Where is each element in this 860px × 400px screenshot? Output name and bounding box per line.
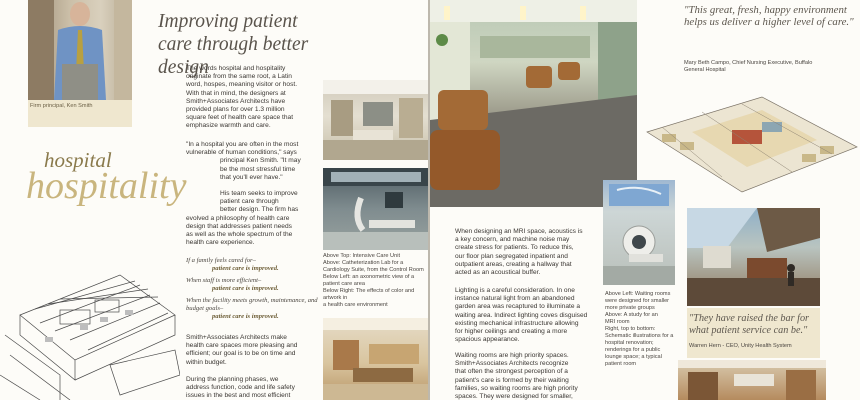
portrait-figure	[28, 0, 132, 100]
intro-paragraph: The words hospital and hospitality originate from the same root, a Latin word, hospes, meaning visitor or host. With that in mind, the designers at Smith+Associates Architects have provided plans for over 1.3 million square feet of health care space that emphasize warmth and care.	[186, 65, 298, 130]
team-paragraph: His team seeks to improve patient care through better design. The firm has evolved a philosophy of health care design that addresses patient needs as well as the whole spectrum of the health care experience.	[186, 190, 299, 247]
headline: Improving patient care through better design	[158, 11, 309, 78]
lighting-paragraph: Lighting is a careful consideration. In one instance natural light from an abandoned garden area was recaptured to illuminate a waiting area. Indirect lighting coves disguised existing mechanical infrastructure allowing for higher ceilings and creating a more spacious appearance.	[455, 287, 588, 344]
title-hospitality: hospitality	[26, 165, 187, 207]
lounge-rendering	[687, 208, 820, 306]
mri-paragraph: When designing an MRI space, acoustics is a key concern, and machine noise may create stress for patients. To reduce this, our floor plan segregated inpatient and outpatient areas, creating a hallway that acted as an acoustical buffer.	[455, 228, 583, 277]
floor-plan-sketch	[0, 255, 180, 400]
title-hospital: hospital	[44, 148, 112, 172]
quote-paragraph: "In a hospital you are often in the most vulnerable of human conditions," says principal Ken Smith. "It may be the most stressful time that you'll ever have."	[186, 141, 301, 181]
efficiency-paragraph: Smith+Associates Architects make health care spaces more pleasing and efficient; our goal is to be on time and within budget.	[186, 334, 298, 366]
principles-list: If a family feels cared for– patient care is improved. When staff is more efficient– patient care is improved. When the facility meets growth, maintenance, and budget goals– patient care is improved.	[186, 257, 318, 321]
floor-plan-drawing	[0, 255, 180, 400]
nurse-station-photo	[323, 318, 428, 400]
public-lounge-rendering	[687, 208, 820, 306]
waiting-paragraph: Waiting rooms are high priority spaces. Smith+Associates Architects recognize that often the strongest perception of a patient's care is formed by their waiting families, so waiting rooms are high priority spaces. They were designed for smaller,	[455, 352, 578, 400]
lounge-photo	[430, 0, 637, 207]
patient-room-photo	[678, 360, 826, 400]
mri-study-photo	[603, 180, 675, 285]
attribution-2: Warren Hern - CEO, Unity Health System	[689, 343, 792, 349]
pull-quote-1: "This great, fresh, happy environment helps us deliver a higher level of care."	[684, 4, 854, 29]
attribution-1: Mary Beth Campo, Chief Nursing Executive, Buffalo General Hospital	[684, 60, 813, 73]
lounge-scene	[430, 0, 637, 207]
planning-paragraph: During the planning phases, we address function, code and life safety issues in the best and most efficient	[186, 376, 295, 400]
side-caption: Above Left: Waiting rooms were designed for smaller more private groups Above: A study for an MRI room Right, top to bottom: Schematic illustrations for a hospital renovation; renderings for a public lounge space; a typical patient room	[605, 291, 674, 367]
mri-room	[603, 180, 675, 285]
left-page	[0, 0, 428, 400]
cath-lab-photo	[323, 168, 428, 250]
patient-room	[678, 360, 826, 400]
nurse-station	[323, 318, 428, 400]
photo-caption-left: Above Top: Intensive Care Unit Above: Catheterization Lab for a Cardiology Suite, from the Control Room Below Left: an axonometric view of a patient care area Below Right: The effects of color and artwork in a health care environment	[323, 253, 424, 308]
icu-room	[323, 80, 428, 160]
pull-quote-2: "They have raised the bar for what patient service can be."	[689, 313, 810, 336]
cath-lab-room	[323, 168, 428, 250]
right-page	[430, 0, 860, 400]
icu-photo	[323, 80, 428, 160]
portrait-photo	[28, 0, 132, 100]
portrait-caption: Firm principal, Ken Smith	[30, 103, 93, 109]
